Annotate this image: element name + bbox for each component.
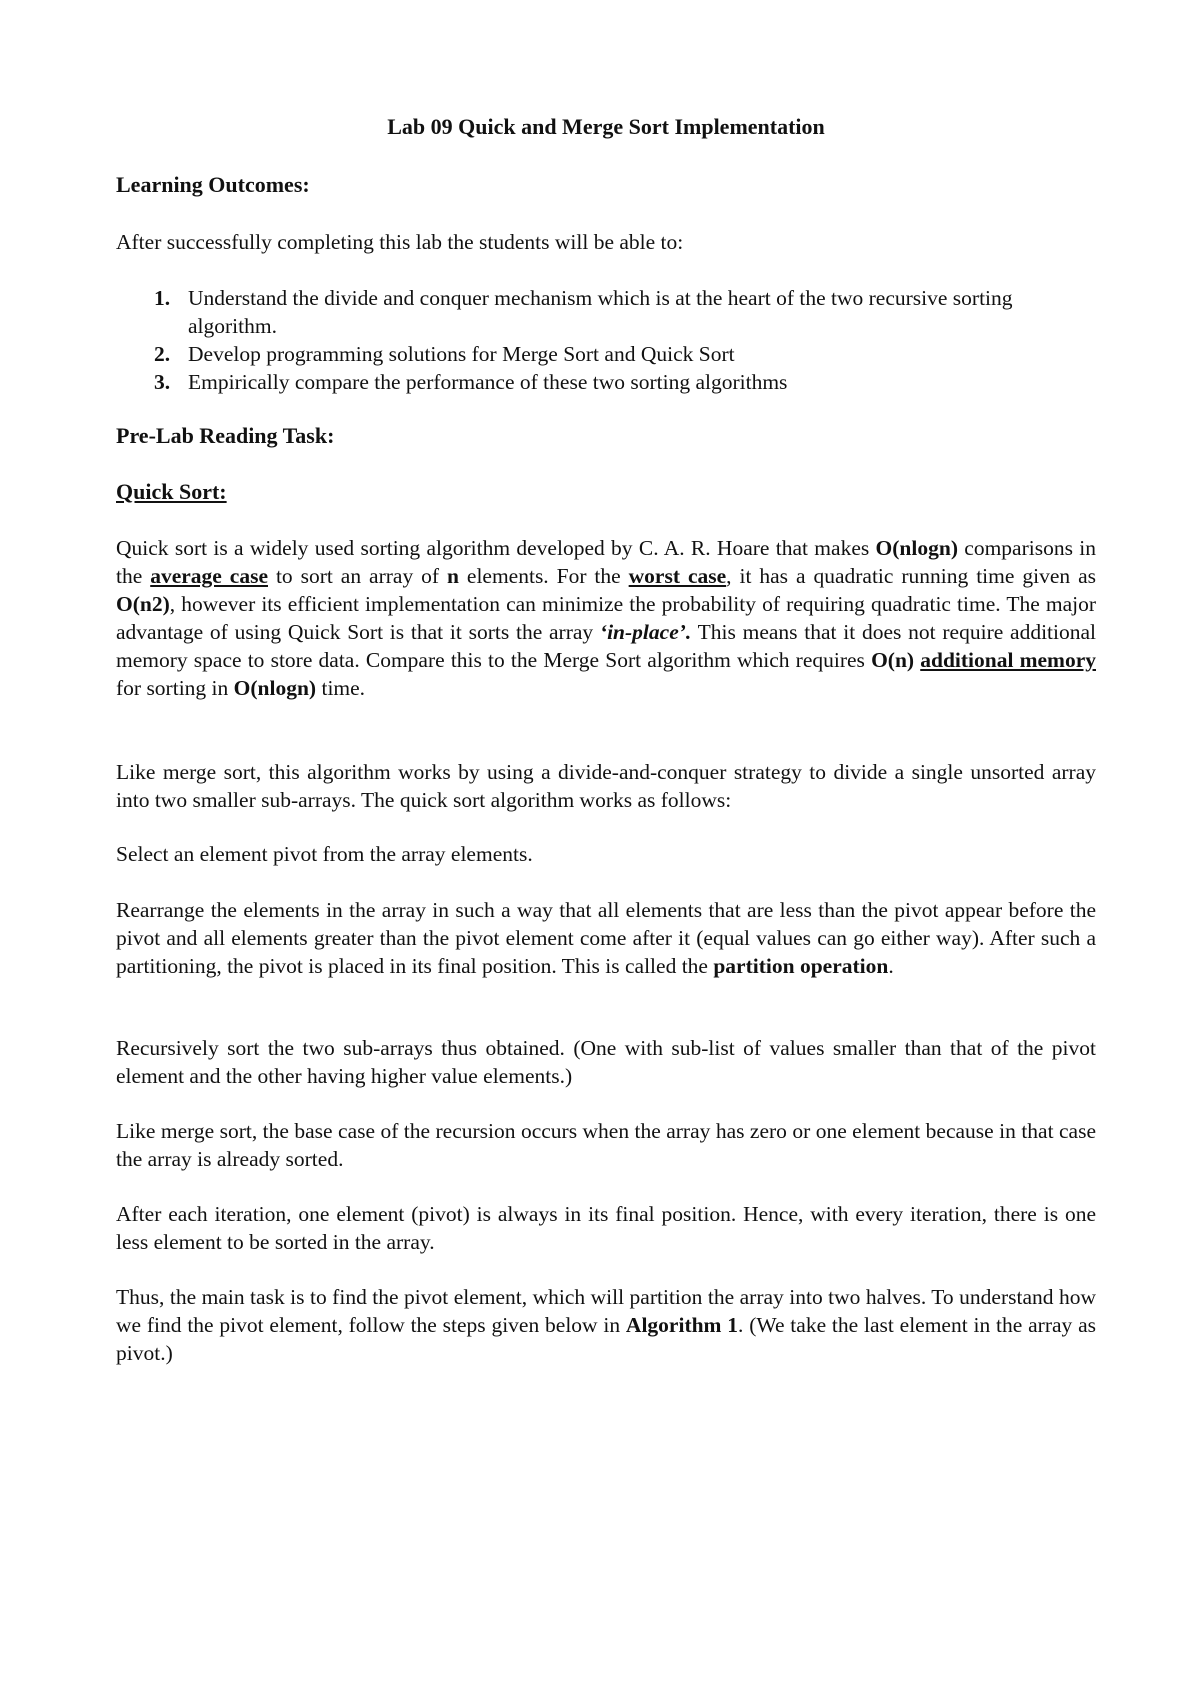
list-item [116,284,1096,340]
learning-outcomes-list [116,284,1096,396]
list-text: Develop programming solutions for Merge Sort and Quick Sort [188,342,735,366]
learning-outcomes-intro: After successfully completing this lab the students will be able to: [116,230,684,254]
learning-outcomes-heading: Learning Outcomes: [116,172,310,197]
prelab-heading: Pre-Lab Reading Task: [116,423,335,448]
iteration-paragraph: After each iteration, one element (pivot) is always in its final position. Hence, with every iteration, there is one less element to be sorted in the array. [116,1202,1096,1254]
list-number: 1. [154,286,171,310]
rearrange-paragraph: Rearrange the elements in the array in such a way that all elements that are less than the pivot appear before the pivot and all elements greater than the pivot element come after it (equal values can go either way). After such a partitioning, the pivot is placed in its final position. This is called the partition operation. [116,898,1096,978]
list-number: 2. [154,342,171,366]
pivot-task-paragraph: Thus, the main task is to find the pivot element, which will partition the array into two halves. To understand how we find the pivot element, follow the steps given below in Algorithm 1. (We take the last element in the array as pivot.) [116,1285,1096,1365]
base-case-paragraph: Like merge sort, the base case of the recursion occurs when the array has zero or one element because in that case the array is already sorted. [116,1119,1096,1171]
quick-sort-intro-paragraph: Quick sort is a widely used sorting algorithm developed by C. A. R. Hoare that makes O(nlogn) comparisons in the average case to sort an array of n elements. For the worst case, it has a quadratic running time given as O(n2), however its efficient implementation can minimize the probability of requiring quadratic time. The major advantage of using Quick Sort is that it sorts the array ‘in-place’. This means that it does not require additional memory space to store data. Compare this to the Merge Sort algorithm which requires O(n) additional memory for sorting in O(nlogn) time. [116,536,1097,700]
divide-conquer-paragraph: Like merge sort, this algorithm works by using a divide-and-conquer strategy to divide a single unsorted array into two smaller sub-arrays. The quick sort algorithm works as follows: [116,760,1096,812]
quick-sort-heading: Quick Sort: [116,479,227,504]
list-item [116,340,1096,368]
list-item [116,368,1096,396]
list-number: 3. [154,370,171,394]
document-title: Lab 09 Quick and Merge Sort Implementation [387,114,825,139]
list-text: Understand the divide and conquer mechanism which is at the heart of the two recursive sorting algorithm. [188,286,1013,338]
recursive-sort-paragraph: Recursively sort the two sub-arrays thus obtained. (One with sub-list of values smaller than that of the pivot element and the other having higher value elements.) [116,1036,1096,1088]
select-pivot-paragraph: Select an element pivot from the array elements. [116,842,533,866]
list-text: Empirically compare the performance of these two sorting algorithms [188,370,788,394]
